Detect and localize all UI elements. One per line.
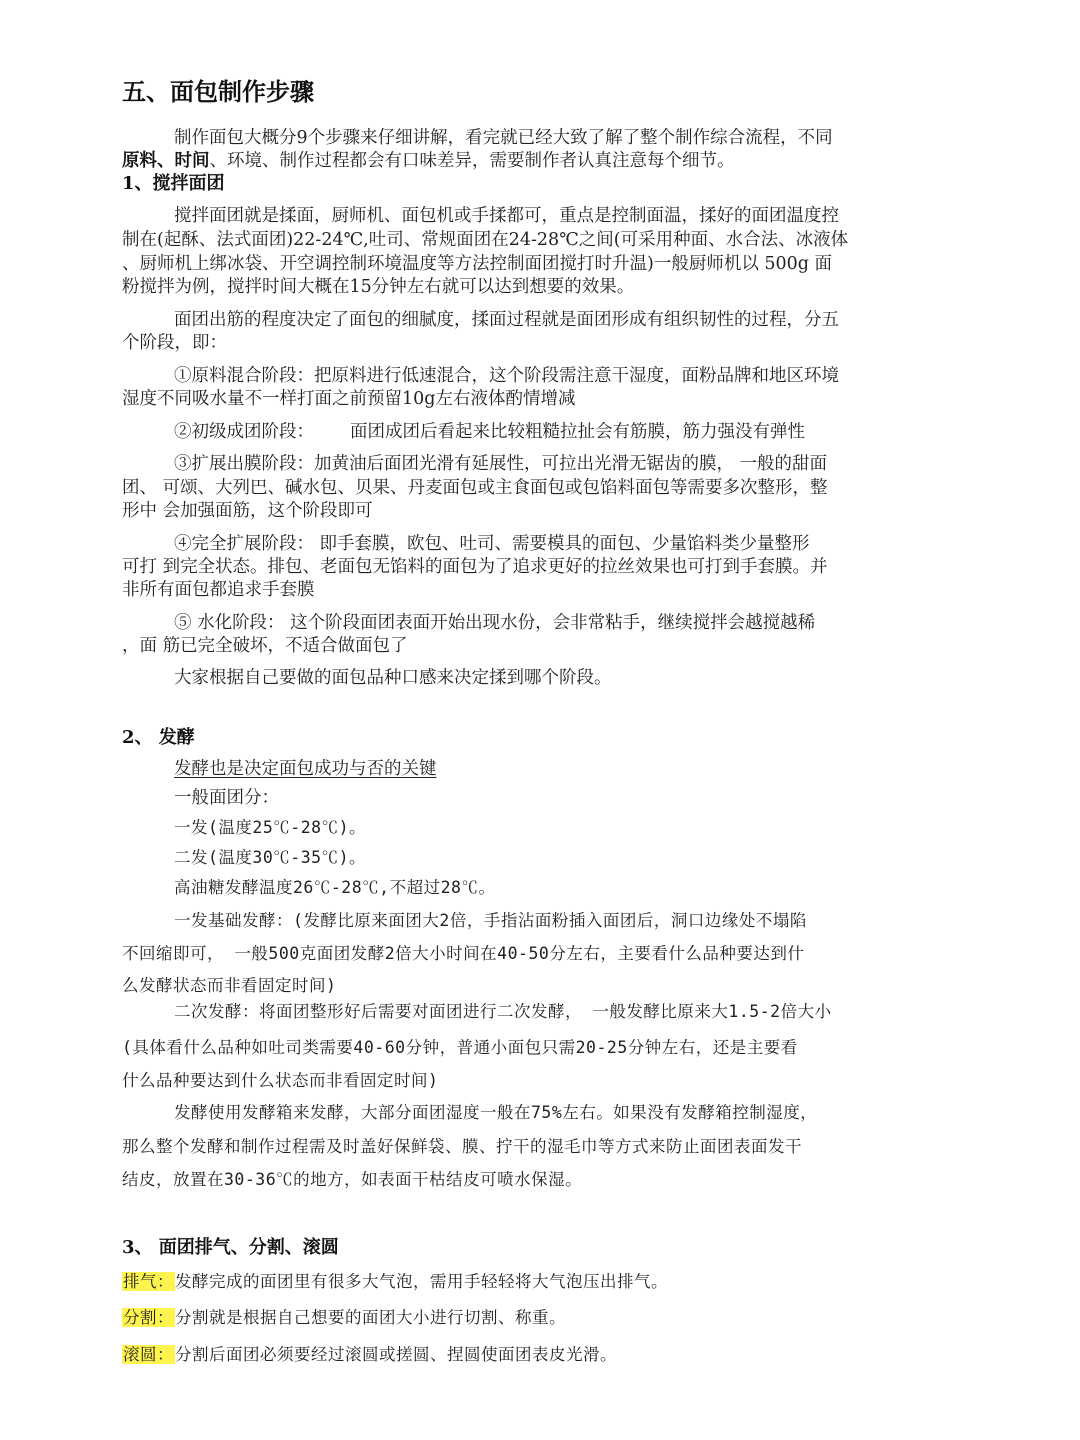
first-proof-line: 一发基础发酵：(发酵比原来面团大2倍，手指沾面粉插入面团后，洞口边缘处不塌陷 — [174, 911, 807, 930]
page-title: 五、面包制作步骤 — [122, 77, 314, 106]
s1-p1-line: 搅拌面团就是揉面，厨师机、面包机或手揉都可，重点是控制面温，揉好的面团温度控 — [174, 206, 839, 226]
stage-3-line: ③扩展出膜阶段：加黄油后面团光滑有延展性，可拉出光滑无锯齿的膜， 一般的甜面 — [174, 454, 828, 474]
stage-3-line: 团、 可颂、大列巴、碱水包、贝果、丹麦面包或主食面包或包馅料面包等需要多次整形，整 — [122, 478, 828, 498]
s3-item-degas — [122, 1270, 668, 1294]
stage-4-line: 非所有面包都追求手套膜 — [122, 580, 315, 600]
highlight-label: 分割： — [123, 1308, 174, 1327]
first-proof-line: 不回缩即可， 一般500克面团发酵2倍大小时间在40-50分左右，主要看什么品种要达到什 — [122, 944, 805, 963]
s1-p1-line: 制在(起酥、法式面团)22-24℃,吐司、常规面团在24-28℃之间(可采用种面、水合法、冰液体 — [122, 230, 849, 250]
s3-item-round — [122, 1343, 617, 1367]
fermentation-key-note: 发酵也是决定面包成功与否的关键 — [174, 759, 437, 779]
s1-p2-line: 面团出筋的程度决定了面包的细腻度，揉面过程就是面团形成有组织韧性的过程，分五 — [174, 310, 839, 330]
s2-line: 二发(温度30℃-35℃)。 — [174, 848, 367, 867]
stage-5-line: ，面 筋已完全破坏，不适合做面包了 — [122, 636, 408, 656]
section-1-heading: 1、搅拌面团 — [122, 173, 225, 194]
intro-rest: 、环境、制作过程都会有口味差异，需要制作者认真注意每个细节。 — [209, 151, 735, 171]
s3-item-text: 分割就是根据自己想要的面团大小进行切割、称重。 — [175, 1308, 566, 1327]
first-proof-line: 么发酵状态而非看固定时间) — [122, 976, 337, 995]
s1-p1-line: 、厨师机上绑冰袋、开空调控制环境温度等方法控制面团搅打时升温)一般厨师机以 500g 面 — [122, 254, 833, 274]
stage-1-line: ①原料混合阶段：把原料进行低速混合，这个阶段需注意干湿度，面粉品牌和地区环境 — [174, 366, 839, 386]
section-2-heading: 2、 发酵 — [122, 727, 195, 748]
second-proof-line: 二次发酵：将面团整形好后需要对面团进行二次发酵， 一般发酵比原来大1.5-2倍大小 — [174, 1002, 832, 1021]
second-proof-line: (具体看什么品种如吐司类需要40-60分钟，普通小面包只需20-25分钟左右，还是主要看 — [122, 1038, 798, 1057]
s3-item-text: 发酵完成的面团里有很多大气泡，需用手轻轻将大气泡压出排气。 — [175, 1272, 668, 1291]
intro-bold-time: 时间 — [174, 151, 210, 171]
s1-p2-line: 个阶段，即： — [122, 333, 227, 353]
s3-item-divide — [122, 1306, 566, 1330]
s1-p1-line: 粉搅拌为例，搅拌时间大概在15分钟左右就可以达到想要的效果。 — [122, 277, 635, 297]
s2-line: 一发(温度25℃-28℃)。 — [174, 818, 367, 837]
s2-line: 一般面团分： — [174, 788, 279, 808]
second-proof-line: 什么品种要达到什么状态而非看固定时间) — [122, 1071, 439, 1090]
proof-box-line: 结皮，放置在30-36℃的地方，如表面干枯结皮可喷水保湿。 — [122, 1170, 583, 1189]
intro-bold-material: 原料 — [122, 151, 157, 171]
stage-4-line: 可打 到完全状态。排包、老面包无馅料的面包为了追求更好的拉丝效果也可打到手套膜。并 — [122, 557, 828, 577]
stage-1-line: 湿度不同吸水量不一样打面之前预留10g左右液体酌情增减 — [122, 389, 576, 409]
stage-5-line: ⑤ 水化阶段： 这个阶段面团表面开始出现水份，会非常粘手，继续搅拌会越搅越稀 — [174, 613, 816, 633]
intro-sep: 、 — [157, 151, 175, 171]
proof-box-line: 那么整个发酵和制作过程需及时盖好保鲜袋、膜、拧干的湿毛巾等方式来防止面团表面发干 — [122, 1137, 802, 1156]
intro-line-2 — [122, 149, 735, 173]
highlight-label: 滚圆： — [123, 1345, 174, 1364]
stage-2-line — [174, 420, 805, 444]
stage-4-line: ④完全扩展阶段： 即手套膜，欧包、吐司、需要模具的面包、少量馅料类少量整形 — [174, 534, 810, 554]
highlight-label: 排气： — [123, 1272, 174, 1291]
section-3-heading: 3、 面团排气、分割、滚圆 — [122, 1237, 339, 1258]
proof-box-line: 发酵使用发酵箱来发酵，大部分面团湿度一般在75%左右。如果没有发酵箱控制湿度， — [174, 1103, 818, 1122]
s1-closing: 大家根据自己要做的面包品种口感来决定揉到哪个阶段。 — [174, 668, 612, 688]
s2-line: 高油糖发酵温度26℃-28℃,不超过28℃。 — [174, 878, 496, 897]
stage-3-line: 形中 会加强面筋，这个阶段即可 — [122, 501, 373, 521]
intro-line-1: 制作面包大概分9个步骤来仔细讲解，看完就已经大致了解了整个制作综合流程，不同 — [174, 128, 833, 148]
stage-2-text: 面团成团后看起来比较粗糙拉扯会有筋膜，筋力强没有弹性 — [350, 422, 805, 442]
s3-item-text: 分割后面团必须要经过滚圆或搓圆、捏圆使面团表皮光滑。 — [175, 1345, 617, 1364]
stage-2-label: ②初级成团阶段： — [174, 422, 314, 442]
